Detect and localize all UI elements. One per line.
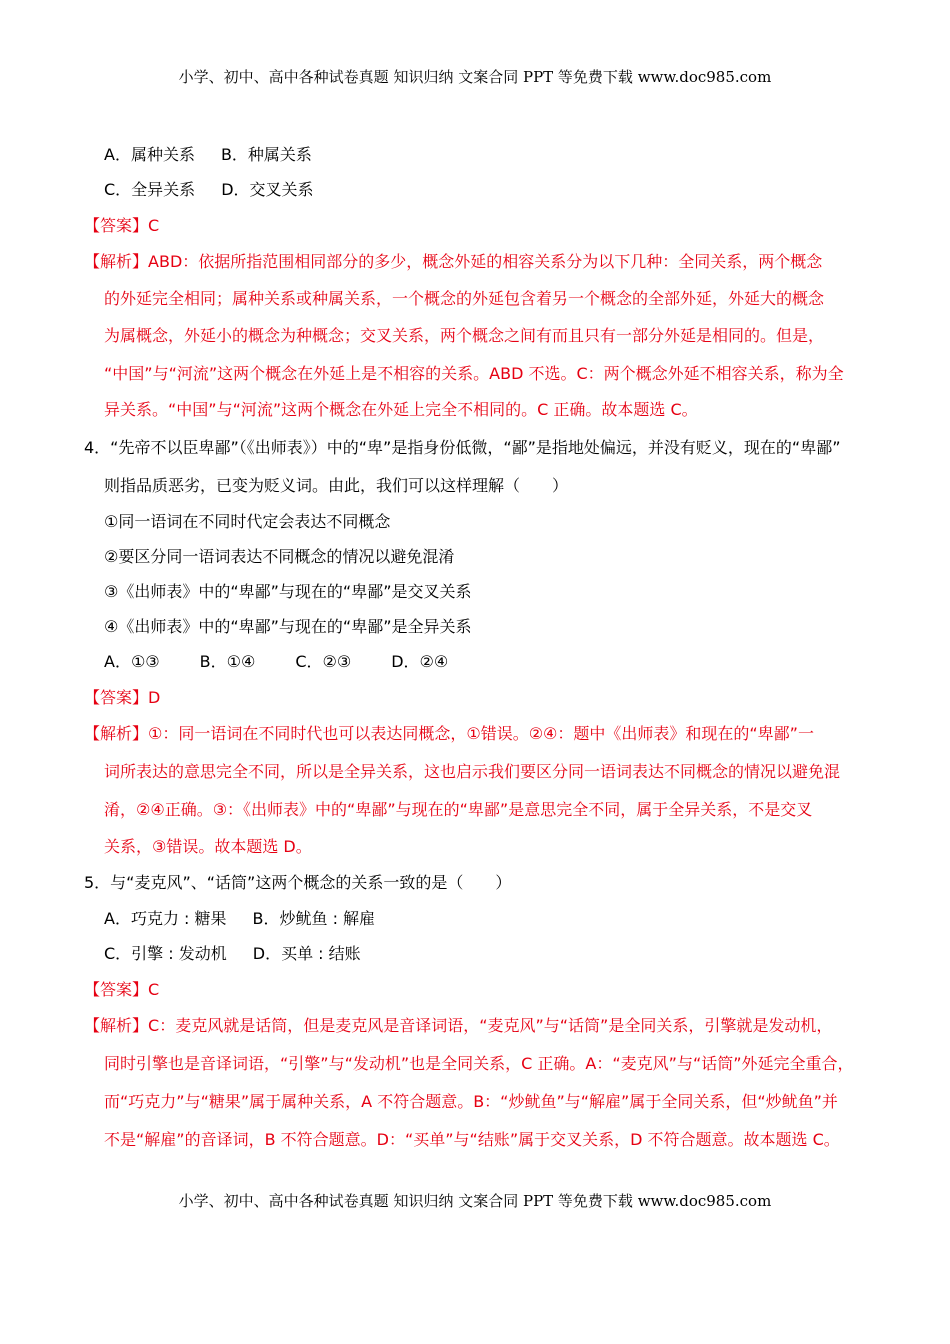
q5-analysis-label: 【解析】 [84, 1016, 149, 1035]
q4-stem-line-2: 则指品质恶劣，已变为贬义词。由此，我们可以这样理解（ ） [104, 476, 569, 495]
q5-options-row-1 [104, 908, 375, 930]
q4-item-2: ②要区分同一语词表达不同概念的情况以避免混淆 [104, 547, 455, 566]
q3-analysis-line-4: “中国”与“河流”这两个概念在外延上是不相容的关系。ABD 不选。C：两个概念外延不相容关系，称为全 [104, 364, 844, 383]
q4-analysis-line-1: 【解析】①：同一语词在不同时代也可以表达同概念，①错误。②④：题中《出师表》和现在的“卑鄙”一 [84, 724, 814, 743]
q3-analysis-label: 【解析】 [84, 252, 149, 271]
q4-analysis-line-4: 关系，③错误。故本题选 D。 [104, 837, 312, 856]
q5-option-a: A．巧克力 : 糖果 [104, 909, 227, 928]
q5-analysis-line-4: 不是“解雇”的音译词，B 不符合题意。D：“买单”与“结账”属于交叉关系，D 不符合题意。故本题选 C。 [104, 1130, 840, 1149]
q3-analysis-line-3: 为属概念，外延小的概念为种概念；交叉关系，两个概念之间有而且只有一部分外延是相同的。但是， [104, 326, 825, 345]
q5-analysis-line-3: 而“巧克力”与“糖果”属于属种关系，A 不符合题意。B：“炒鱿鱼”与“解雇”属于全同关系，但“炒鱿鱼”并 [104, 1092, 838, 1111]
q5-options-row-2 [104, 943, 361, 965]
q3-options-row-1 [104, 144, 312, 166]
q3-option-d: D．交叉关系 [221, 180, 314, 199]
q3-analysis-line-2: 的外延完全相同；属种关系或种属关系，一个概念的外延包含着另一个概念的全部外延，外延大的概念 [104, 289, 825, 308]
q4-answer: 【答案】D [84, 688, 161, 707]
q4-analysis-line-3: 淆，②④正确。③：《出师表》中的“卑鄙”与现在的“卑鄙”是意思完全不同，属于全异关系，不是交叉 [104, 800, 813, 819]
page-header: 小学、初中、高中各种试卷真题 知识归纳 文案合同 PPT 等免费下载 www.doc985.com [178, 68, 772, 86]
q5-analysis-line-2: 同时引擎也是音译词语，“引擎”与“发动机”也是全同关系，C 正确。A：“麦克风”与“话筒”外延完全重合， [104, 1054, 854, 1073]
q3-option-a: A．属种关系 [104, 145, 195, 164]
q5-option-c: C．引擎 : 发动机 [104, 944, 227, 963]
q3-option-b: B．种属关系 [220, 145, 312, 164]
q3-option-c: C．全异关系 [104, 180, 196, 199]
q5-answer: 【答案】C [84, 980, 160, 999]
q4-option-c: C．②③ [295, 652, 352, 671]
q5-option-d: D．买单 : 结账 [252, 944, 361, 963]
q3-analysis-line-1: 【解析】ABD：依据所指范围相同部分的多少，概念外延的相容关系分为以下几种：全同关系，两个概念 [84, 252, 823, 271]
q3-answer: 【答案】C [84, 216, 160, 235]
q3-analysis-line-5: 异关系。“中国”与“河流”这两个概念在外延上完全不相同的。C 正确。故本题选 C。 [104, 400, 698, 419]
q4-option-d: D．②④ [391, 652, 449, 671]
q4-option-b: B．①④ [199, 652, 256, 671]
q4-stem-line-1: 4．“先帝不以臣卑鄙”（《出师表》）中的“卑”是指身份低微，“鄙”是指地处偏远，并没有贬义，现在的“卑鄙” [84, 438, 841, 457]
q4-item-1: ①同一语词在不同时代定会表达不同概念 [104, 512, 391, 531]
q4-options-row [104, 651, 448, 673]
q4-analysis-label: 【解析】 [84, 724, 149, 743]
q5-option-b: B．炒鱿鱼 : 解雇 [252, 909, 376, 928]
page-footer: 小学、初中、高中各种试卷真题 知识归纳 文案合同 PPT 等免费下载 www.doc985.com [178, 1192, 772, 1210]
q5-analysis-line-1: 【解析】C：麦克风就是话筒，但是麦克风是音译词语，“麦克风”与“话筒”是全同关系，引擎就是发动机， [84, 1016, 833, 1035]
q5-stem: 5．与“麦克风”、“话筒”这两个概念的关系一致的是（ ） [84, 873, 512, 892]
q4-option-a: A．①③ [104, 652, 160, 671]
q4-item-4: ④《出师表》中的“卑鄙”与现在的“卑鄙”是全异关系 [104, 617, 472, 636]
q3-options-row-2 [104, 179, 314, 201]
q4-analysis-line-2: 词所表达的意思完全不同，所以是全异关系，这也启示我们要区分同一语词表达不同概念的情况以避免混 [104, 762, 841, 781]
q4-item-3: ③《出师表》中的“卑鄙”与现在的“卑鄙”是交叉关系 [104, 582, 472, 601]
